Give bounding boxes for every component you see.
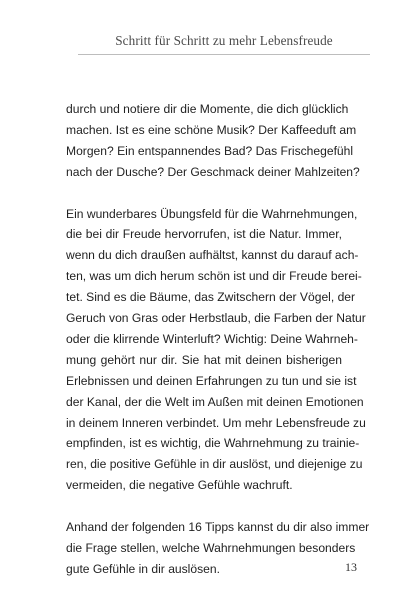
text-line: die bei dir Freude hervorrufen, ist die Natur. Immer,: [66, 227, 342, 242]
text-line: Morgen? Ein entspannendes Bad? Das Frischegefühl: [66, 143, 354, 158]
running-header: Schritt für Schritt zu mehr Lebensfreude: [115, 33, 333, 48]
text-line: mung gehört nur dir. Sie hat mit deinen bisherigen: [66, 352, 342, 367]
text-line: vermeiden, die negative Gefühle wachruft.: [66, 478, 293, 493]
text-line: Ein wunderbares Übungsfeld für die Wahrnehmungen,: [66, 206, 358, 221]
paragraph-1: [66, 99, 360, 183]
text-line: ren, die positive Gefühle in dir auslöst, und diejenige zu: [66, 457, 363, 472]
text-line: Anhand der folgenden 16 Tipps kannst du dir also immer: [66, 520, 370, 535]
text-line: Geruch von Gras oder Herbstlaub, die Farben der Natur: [66, 311, 366, 326]
text-line: empfinden, ist es wichtig, die Wahrnehmung zu trainie-: [66, 436, 360, 451]
text-line: tet. Sind es die Bäume, das Zwitschern der Vögel, der: [66, 290, 356, 305]
text-line: oder die klirrende Winterluft? Wichtig: Deine Wahrneh-: [66, 331, 358, 346]
text-line: gute Gefühle in dir auslösen.: [66, 561, 220, 576]
page-number: 13: [345, 560, 357, 574]
text-line: wenn du dich draußen aufhältst, kannst du darauf ach-: [66, 248, 359, 263]
text-line: die Frage stellen, welche Wahrnehmungen besonders: [66, 541, 356, 555]
text-line: nach der Dusche? Der Geschmack deiner Mahlzeiten?: [66, 164, 360, 179]
text-line: in deinem Inneren verbindet. Um mehr Lebensfreude zu: [66, 415, 366, 430]
text-line: durch und notiere dir die Momente, die dich glücklich: [66, 102, 349, 116]
text-line: der Kanal, der die Welt im Außen mit deinen Emotionen: [66, 394, 364, 409]
text-line: machen. Ist es eine schöne Musik? Der Kaffeeduft am: [66, 122, 357, 137]
text-line: ten, was um dich herum schön ist und dir Freude berei-: [66, 269, 362, 284]
paragraph-2: [66, 204, 366, 497]
text-line: Erlebnissen und deinen Erfahrungen zu tun und sie ist: [66, 373, 357, 388]
header-rule: [78, 54, 370, 55]
